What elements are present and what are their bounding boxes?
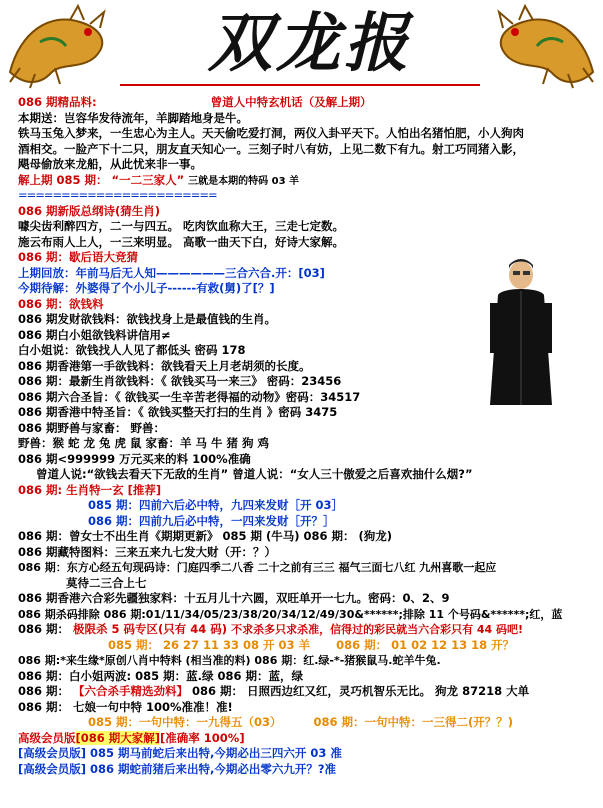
text-line: 085 期：四前六后必中特，九四来发财［开 03］ (88, 498, 344, 512)
text-line: 曾道人说:“欲钱去看天下无敌的生肖” 曾道人说：“女人三十傲爱之后喜欢抽什么烟?” (36, 467, 473, 481)
text-line: 086 期：四前九后必中特，一四来发财［开？］ (88, 513, 335, 528)
dragon-left-icon (0, 2, 130, 90)
page-title: 双龙报 (208, 6, 412, 81)
text-line: 莫待二三合上七 (66, 575, 147, 590)
text-line: 086 期藏特图料：三来五来九七发大财（开：？） (18, 544, 277, 559)
section-heading: 086 期：欲钱料 (18, 296, 104, 311)
section-heading: 086 期：歇后语大竞猜 (18, 250, 139, 264)
section-heading: 086 期新版总纲诗(猜生肖) (18, 203, 161, 218)
section-heading: 086 期: 生肖特一玄 [推荐] (18, 482, 162, 497)
killer-text: 086 期： 日照西边红又红，灵巧机智乐无比。 狗龙 87218 大单 (192, 684, 530, 698)
dragon-right-icon (473, 2, 603, 90)
text-line: 086 期香港中特圣旨：《 欲钱买整天打扫的生肖 》密码 3475 (18, 405, 338, 419)
text-line: 上期回放：年前马后无人知——————三合六合.开：[03] (18, 265, 325, 280)
kill-zone-note: 不求杀多只求杀准，信得过的彩民就当六合彩只有 44 码吧! (231, 623, 524, 636)
issue-label: 086 期： (18, 684, 70, 698)
answer-phrase: “一二三家人” (111, 172, 185, 187)
vip-line: [高级会员版] 086 期蛇前猪后来出特,今期必出零六九开？?准 (18, 761, 337, 776)
text-line: 野兽：猴 蛇 龙 兔 虎 鼠 家畜：羊 马 牛 猪 狗 鸡 (18, 436, 270, 450)
text-line: 086 期<999999 万元买来的料 100%准确 (18, 451, 251, 466)
section-subtitle: 曾道人中特玄机话（及解上期） (210, 95, 372, 109)
killer-line (18, 684, 593, 700)
text-line: 铁马玉兔入梦来，一生忠心为主人。天天偷吃爱打洞，两仪入卦平天下。人怕出名猪怕肥，小人狗肉 (18, 126, 524, 140)
article-body (18, 95, 593, 777)
text-line: 今期待解：外婆得了个小儿子------有救(舅)了[？] (18, 281, 275, 295)
vip-label: 高级会员版 (18, 730, 76, 745)
text-line: 086 期:*来生缘*原创八肖中特料 (相当准的料) 086 期：红.绿-*-猪猴鼠马.蛇羊牛兔. (18, 654, 441, 667)
text-line: 086 期：最新生肖欲钱料：《 欲钱买马一来三》 密码：23456 (18, 374, 342, 388)
text-line: 086 期六合圣旨：《 欲钱买一生辛苦老得福的动物》密码：34517 (18, 389, 361, 404)
answer-line (18, 173, 593, 189)
answer-note: 三就是本期的特码 03 羊 (188, 175, 300, 187)
section-header-line (18, 95, 593, 111)
text-line: 噱尖齿利醉四方，二一与四五。 吃肉饮血称大王，三走七定数。 (18, 219, 345, 233)
text-line: 本期送：岂容华发待流年，羊脚踏地身是牛。 (18, 110, 248, 125)
text-line: 酒相交。一脸产下十二只，朋友直天知心一。三刻子时八有妨，上见二数下有九。射工巧同猪入影， (18, 141, 524, 156)
kill-numbers-prev: 085 期： 26 27 11 33 08 开 03 羊 (108, 637, 311, 652)
answer-label: 解上期 085 期： (18, 172, 108, 187)
text-line: 086 期：东方心经五句现码诗：门庭四季二八香 二十之前有三三 福气三面七八红 九州喜歌一起应 (18, 561, 497, 574)
one-phrase-current: 086 期：一句中特：一三得二(开？？) (313, 715, 514, 729)
kill-numbers-line (18, 638, 593, 654)
vip-accuracy: [准确率 100%] (160, 730, 245, 745)
text-line: 飓母偷放来龙船，从此忧来非一事。 (18, 157, 202, 171)
text-line: 086 期野兽与家畜： 野兽： (18, 420, 166, 435)
text-line: 086 期发财欲钱料：欲钱找身上是最值钱的生肖。 (18, 312, 277, 326)
issue-label: 086 期精品料: (18, 95, 97, 109)
text-line: 086 期：曾女士不出生肖《期期更新》 085 期 (牛马) 086 期： (狗龙) (18, 529, 393, 543)
text-line: 086 期杀码排除 086 期:01/11/34/05/23/38/20/34/12/49/30&******;排除 11 个号码&******;红，蓝 (18, 607, 563, 621)
banner (0, 0, 603, 95)
title-underline (120, 84, 480, 86)
issue-label: 086 期： (18, 622, 70, 636)
kill-zone-line (18, 622, 593, 638)
text-line: 086 期白小姐欲钱料讲信用≠ (18, 327, 171, 342)
killer-label: 【六合杀手精选劲料】 (73, 684, 189, 698)
vip-issue: [086 期大家解] (75, 730, 161, 745)
text-line: 086 期香港第一手欲钱料：欲钱看天上月老胡须的长度。 (18, 358, 311, 373)
separator: ======================= (18, 188, 217, 202)
one-phrase-prev: 085 期：一句中特：一九得五（03） (88, 715, 282, 729)
kill-zone-label: 极限杀 5 码专区(只有 44 码) (73, 622, 228, 636)
kill-numbers-current: 086 期： 01 02 12 13 18 开？ (336, 637, 515, 652)
vip-heading (18, 731, 593, 747)
text-line: 086 期香港六合彩先疆独家料：十五月儿十六圆，双旺单开一七九。密码：0、2、9 (18, 591, 450, 605)
text-line: 086 期： 七娘一句中特 100%准准！准! (18, 699, 233, 714)
one-phrase-line (18, 715, 593, 731)
text-line: 086 期：白小姐两波: 085 期：蓝.绿 086 期：蓝，绿 (18, 668, 303, 683)
text-line: 施云布雨人上人，一三来明显。 高歌一曲天下白，好诗大家解。 (18, 234, 345, 249)
text-line: 白小姐说：欲钱找人人见了都低头 密码 178 (18, 343, 246, 357)
vip-line: [高级会员版] 085 期马前蛇后来出特,今期必出三四六开 03 准 (18, 746, 342, 760)
